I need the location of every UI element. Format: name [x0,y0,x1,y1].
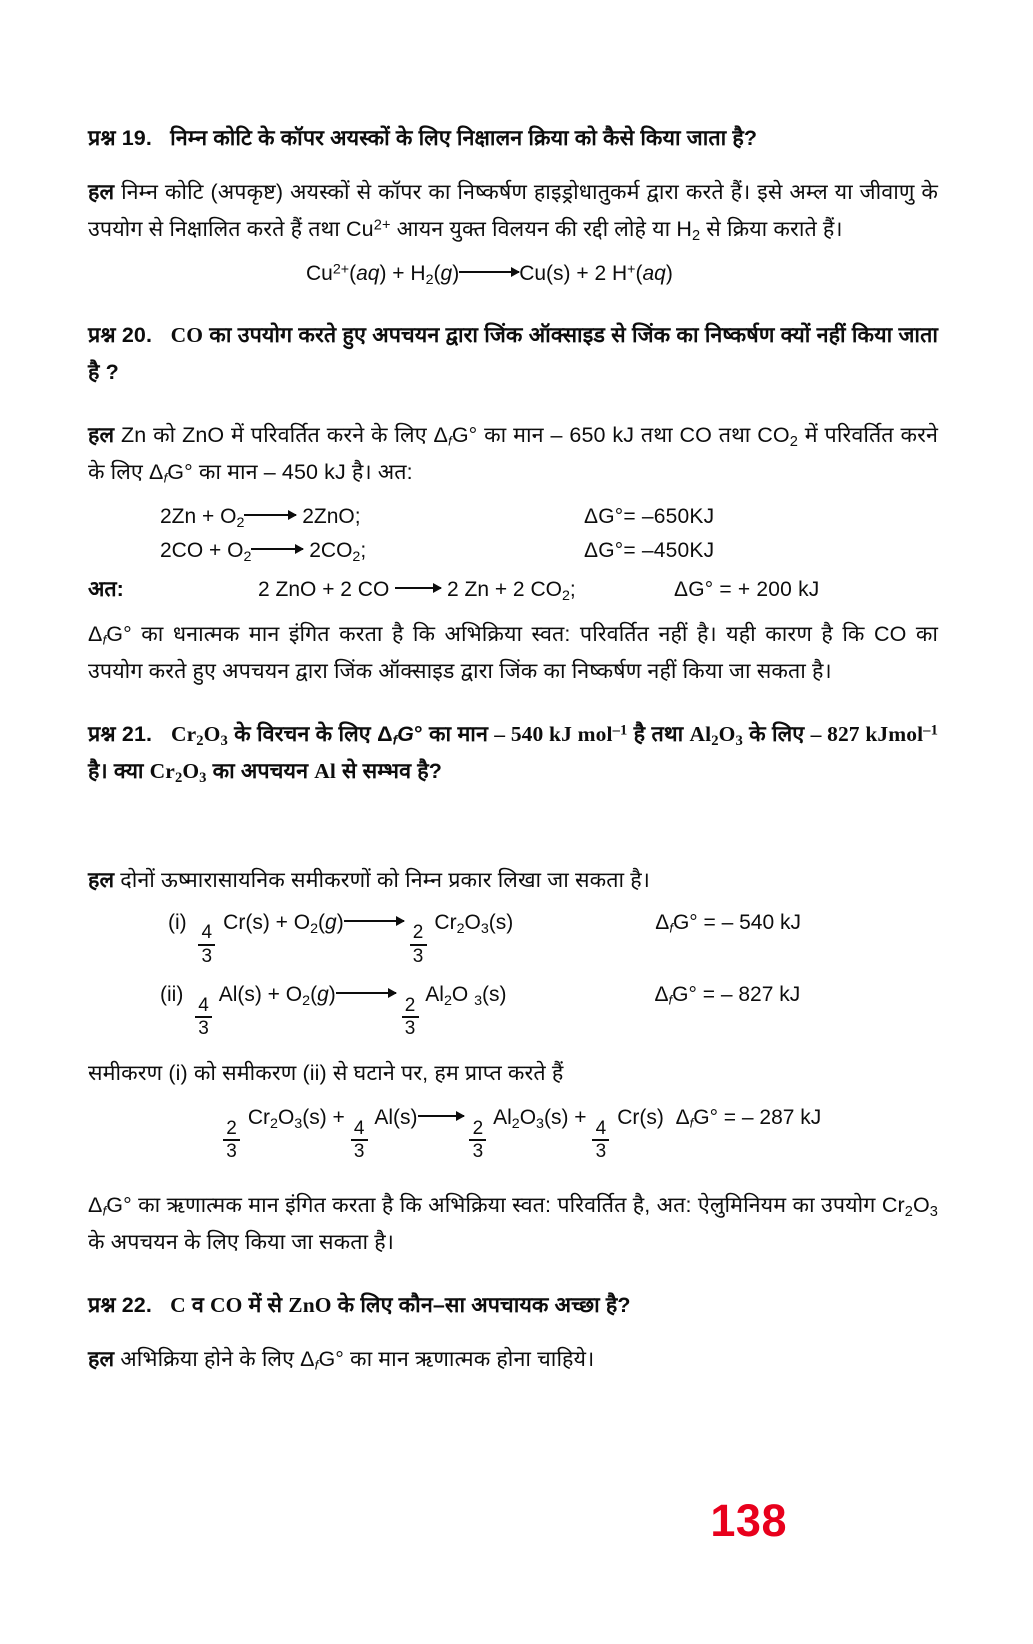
solution-19-text: निम्न कोटि (अपकृष्ट) अयस्कों से कॉपर का निष्कर्षण हाइड्रोधातुकर्म द्वारा करते हैं। इसे अम्ल या जीवाणु के उपयोग से निक्षालित करते हैं तथा $Cu^{2+}$ आयन युक्त विलयन की रद्दी लोहे या $H_2$ से क्रिया कराते हैं। [88,180,938,245]
thermo-equation-1-value: $\Delta_fG^\circ$ = – 540 kJ [655,911,802,936]
question-22-number: 22. [121,1293,152,1318]
solution-22-text: अभिक्रिया होने के लिए $\Delta_fG^\circ$ का मान ऋणात्मक होना चाहिये। [120,1347,595,1374]
result-equation-term-2: Al(s) [374,1106,418,1130]
solution-19 [88,174,938,248]
thermo-equation-1 [88,906,938,966]
result-equation-value: $\Delta_fG^\circ$ = – 287 kJ [675,1106,822,1131]
solution-21-conclusion: $\Delta_fG^\circ$ का ऋणात्मक मान इंगित करता है कि अभिक्रिया स्वत: परिवर्तित है, अत: ऐलुमिनियम का उपयोग $Cr_2O_3$ के अपचयन के लिए किया जा सकता है। [88,1193,938,1255]
thermo-equation-1-label: (i) [168,911,187,934]
equation-19 [88,257,938,291]
spacer [88,790,938,862]
reaction-row-2 [88,534,938,568]
equation-19-right: Cu(s) + 2 H+(aq) [519,261,673,285]
fraction: $\frac{2}{3}$ [469,1119,486,1162]
question-20-heading [88,317,938,391]
reaction-row-3-prefix: अत: [88,577,124,601]
reaction-row-2-value: ΔG°= –450KJ [584,539,715,562]
fraction: $\frac{4}{3}$ [195,996,212,1039]
fraction: $\frac{4}{3}$ [592,1119,609,1162]
question-20-text: CO का उपयोग करते हुए अपचयन द्वारा जिंक ऑक्साइड से जिंक का निष्कर्षण क्यों नहीं किया जाता है ? [88,323,938,384]
reaction-arrow-icon [344,916,404,926]
question-21-text: $Cr_2O_3$ के विरचन के लिए $\Delta_fG^\circ$ का मान – 540 kJ mol$^{-1}$ है तथा $Al_2O_3$ के लिए – 827 kJmol$^{-1}$ है। क्या $Cr_2O_3$ का अपचयन Al से सम्भव है? [88,722,938,787]
reaction-row-1 [88,500,938,534]
thermo-equation-2-reactant: $Al(s) + O_2(g)$ [218,983,336,1010]
page-number: 138 [710,1495,787,1546]
equation-19-left: $Cu^{2+}(aq) + H_2(g)$ [306,261,460,288]
result-equation-term-4: Cr(s) [617,1106,664,1130]
reaction-arrow-icon [244,510,296,520]
fraction: $\frac{4}{3}$ [198,923,215,966]
thermo-equation-2-label: (ii) [160,983,184,1007]
result-equation-term-1: $Cr_2O_3(s)$ + [247,1106,345,1133]
reaction-arrow-icon [336,988,396,998]
solution-tag: हल [88,423,115,447]
solution-20-intro [88,417,938,491]
result-equation-term-3: $Al_2O_3(s)$ + [493,1106,587,1133]
reaction-row-3-equation: 2 ZnO + 2 CO 2 Zn + 2 $CO_2$; [258,578,576,604]
solution-tag: हल [88,1347,115,1372]
fraction: $\frac{2}{3}$ [410,923,427,966]
solution-21-intro [88,862,938,899]
solution-22 [88,1341,938,1378]
thermo-equation-2-product: $Al_2O$ $_3$(s) [425,983,507,1010]
reaction-row-3 [88,572,938,607]
reaction-arrow-icon [459,267,519,277]
solution-tag: हल [88,868,115,892]
reaction-arrow-icon [395,583,441,593]
question-tag: प्रश्न [88,722,116,746]
question-19-text: निम्न कोटि के कॉपर अयस्कों के लिए निक्षालन क्रिया को कैसे किया जाता है? [170,126,758,150]
question-tag: प्रश्न [88,323,116,347]
question-tag: प्रश्न [88,1293,116,1318]
solution-tag: हल [88,180,115,204]
question-21-number: 21. [121,722,153,746]
fraction: $\frac{2}{3}$ [223,1119,240,1162]
question-19-number: 19. [121,126,152,150]
solution-20-text: Zn को ZnO में परिवर्तित करने के लिए $\Delta_fG^\circ$ का मान – 650 kJ तथा CO तथा $CO_2$ में परिवर्तित करने के लिए $\Delta_fG^\circ$ का मान – 450 kJ है। अत: [88,423,939,486]
thermo-equation-1-reactant: $Cr(s) + O_2(g)$ [223,911,344,937]
fraction: $\frac{2}{3}$ [402,996,419,1039]
question-22-text: C व CO में से ZnO के लिए कौन–सा अपचायक अच्छा है? [170,1293,631,1318]
thermo-equation-2-value: $\Delta_fG^\circ$ = – 827 kJ [654,983,801,1008]
question-tag: प्रश्न [88,126,116,150]
solution-21-text: दोनों ऊष्मारासायनिक समीकरणों को निम्न प्रकार लिखा जा सकता है। [120,868,650,892]
reaction-arrow-icon [418,1111,464,1121]
question-19-heading [88,120,938,157]
question-22-heading [88,1287,938,1324]
reaction-row-1-equation: $2Zn + O_2$ 2ZnO; [160,505,361,531]
question-21-heading [88,716,938,790]
thermo-equation-2 [88,978,938,1038]
reaction-arrow-icon [251,544,303,554]
solution-21-subtract-note: समीकरण (i) को समीकरण (ii) से घटाने पर, हम प्राप्त करते हैं [88,1061,564,1086]
thermo-equation-1-product: $Cr_2O_3(s)$ [434,911,514,937]
reaction-row-3-value: ΔG° = + 200 kJ [674,578,820,601]
result-equation [88,1101,938,1161]
fraction: $\frac{4}{3}$ [351,1119,368,1162]
reaction-row-1-value: ΔG°= –650KJ [584,505,715,528]
reaction-row-2-equation: $2CO + O_2$ $2CO_2$; [160,539,367,565]
solution-20-conclusion: $\Delta_fG^\circ$ का धनात्मक मान इंगित करता है कि अभिक्रिया स्वत: परिवर्तित नहीं है। यही कारण है कि CO का उपयोग करते हुए अपचयन द्वारा जिंक ऑक्साइड द्वारा जिंक का निष्कर्षण नहीं किया जा सकता है। [88,622,938,683]
question-20-number: 20. [121,323,153,347]
